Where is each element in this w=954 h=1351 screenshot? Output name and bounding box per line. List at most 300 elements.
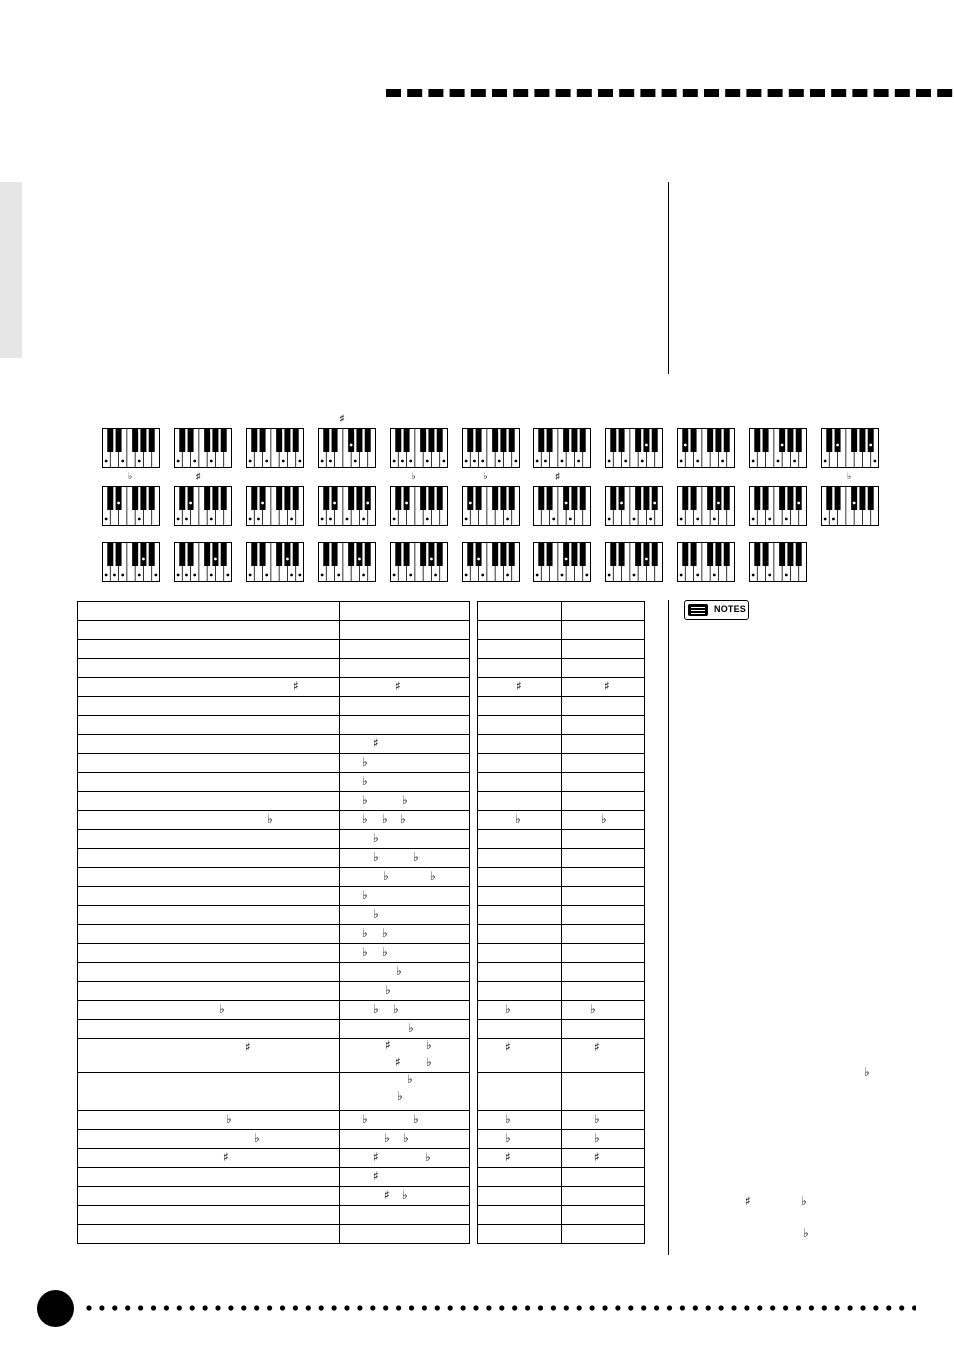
keyboard-diagram bbox=[174, 486, 232, 526]
chord-name-cell bbox=[78, 830, 340, 849]
white-key-dot bbox=[362, 518, 365, 521]
chord-notes-cell bbox=[340, 697, 470, 716]
black-key bbox=[420, 428, 426, 452]
keyboard-diagram bbox=[246, 542, 304, 582]
flat-symbol: ♭ bbox=[362, 755, 368, 769]
table-row bbox=[78, 1001, 470, 1020]
sharp-symbol: ♯ bbox=[516, 679, 522, 693]
example-cell bbox=[562, 982, 645, 1001]
black-key bbox=[395, 428, 401, 452]
black-key bbox=[428, 428, 434, 452]
white-key-dot bbox=[362, 574, 365, 577]
keyboard-accidental-label: ♯ bbox=[555, 471, 560, 481]
black-key bbox=[293, 542, 299, 566]
flat-symbol: ♭ bbox=[413, 850, 419, 864]
black-key bbox=[580, 486, 586, 510]
footer-dot bbox=[151, 1305, 156, 1310]
black-key bbox=[508, 486, 514, 510]
flat-symbol: ♭ bbox=[373, 1002, 379, 1016]
white-key-dot bbox=[649, 518, 652, 521]
example-cell bbox=[478, 830, 562, 849]
footer-dot bbox=[667, 1305, 672, 1310]
keyboard-diagram bbox=[102, 428, 160, 468]
table-row bbox=[478, 621, 645, 640]
example-cell bbox=[478, 1168, 562, 1187]
black-key bbox=[826, 486, 832, 510]
white-key-dot bbox=[713, 518, 716, 521]
black-key bbox=[707, 542, 713, 566]
black-key-dot bbox=[214, 558, 217, 561]
black-key bbox=[467, 542, 473, 566]
header-dash bbox=[492, 89, 507, 97]
black-key bbox=[547, 542, 553, 566]
header-dash bbox=[640, 89, 655, 97]
chord-notes-cell bbox=[340, 678, 470, 697]
black-key bbox=[564, 428, 570, 452]
header-dash bbox=[683, 89, 698, 97]
example-cell bbox=[562, 640, 645, 659]
chord-name-cell bbox=[78, 1073, 340, 1111]
keyboard-accidental-label: ♭ bbox=[847, 471, 852, 481]
header-dash bbox=[534, 89, 549, 97]
black-key bbox=[187, 486, 193, 510]
white-key-dot bbox=[625, 460, 628, 463]
example-cell bbox=[478, 982, 562, 1001]
black-key bbox=[364, 428, 370, 452]
example-cell bbox=[562, 621, 645, 640]
flat-symbol: ♭ bbox=[403, 1131, 409, 1145]
white-key-dot bbox=[608, 460, 611, 463]
chord-name-cell bbox=[78, 792, 340, 811]
black-key bbox=[788, 428, 794, 452]
black-key bbox=[754, 486, 760, 510]
chord-name-cell bbox=[78, 1020, 340, 1039]
table-row bbox=[78, 887, 470, 906]
flat-symbol: ♭ bbox=[362, 1112, 368, 1126]
black-key bbox=[187, 542, 193, 566]
notes-badge bbox=[684, 600, 749, 620]
header-dash bbox=[386, 89, 401, 97]
flat-symbol: ♭ bbox=[382, 945, 388, 959]
keyboard-diagram bbox=[749, 542, 807, 582]
keyboard-accidental-label: ♯ bbox=[195, 471, 201, 481]
black-key-dot bbox=[468, 502, 471, 505]
black-key bbox=[276, 428, 282, 452]
black-key bbox=[348, 486, 354, 510]
footer-dot bbox=[306, 1305, 311, 1310]
black-key-dot bbox=[684, 444, 687, 447]
footer-dot bbox=[512, 1305, 517, 1310]
footer-dot bbox=[706, 1305, 711, 1310]
keyboard-diagram bbox=[821, 428, 879, 468]
black-key bbox=[107, 486, 113, 510]
keyboard-diagram bbox=[174, 542, 232, 582]
chord-notes-cell bbox=[340, 944, 470, 963]
black-key-dot bbox=[565, 558, 568, 561]
white-key-dot bbox=[608, 574, 611, 577]
keyboard-diagram bbox=[533, 542, 591, 582]
sharp-symbol: ♯ bbox=[604, 679, 610, 693]
white-key-dot bbox=[290, 518, 293, 521]
header-dash bbox=[831, 89, 846, 97]
table-row bbox=[478, 887, 645, 906]
black-key bbox=[475, 428, 481, 452]
example-cell bbox=[478, 1225, 562, 1244]
black-key bbox=[221, 486, 227, 510]
header-dash bbox=[577, 89, 592, 97]
black-key bbox=[475, 486, 481, 510]
white-key-dot bbox=[569, 518, 572, 521]
black-key bbox=[635, 428, 641, 452]
white-key-dot bbox=[464, 460, 467, 463]
white-key-dot bbox=[105, 460, 108, 463]
black-key bbox=[635, 542, 641, 566]
notes-sharp-mark: ♯ bbox=[745, 1194, 751, 1208]
chord-name-cell bbox=[78, 640, 340, 659]
example-cell bbox=[562, 678, 645, 697]
flat-symbol: ♭ bbox=[267, 812, 273, 826]
black-key-dot bbox=[565, 502, 568, 505]
example-cell bbox=[478, 1039, 562, 1073]
black-key bbox=[187, 428, 193, 452]
header-dash bbox=[428, 89, 443, 97]
footer-dot bbox=[783, 1305, 788, 1310]
section-side-tab bbox=[0, 182, 22, 358]
flat-symbol: ♭ bbox=[505, 1131, 511, 1145]
table-row bbox=[78, 849, 470, 868]
footer-dot bbox=[228, 1305, 233, 1310]
example-cell bbox=[562, 735, 645, 754]
table-row bbox=[78, 640, 470, 659]
white-key-dot bbox=[210, 518, 213, 521]
black-key bbox=[331, 542, 337, 566]
black-key bbox=[611, 486, 617, 510]
black-key bbox=[149, 428, 155, 452]
header-dash bbox=[852, 89, 867, 97]
black-key bbox=[492, 428, 498, 452]
chord-notes-cell bbox=[340, 963, 470, 982]
example-cell bbox=[562, 944, 645, 963]
white-key-dot bbox=[832, 518, 835, 521]
white-key-dot bbox=[210, 460, 213, 463]
chord-name-cell bbox=[78, 678, 340, 697]
example-cell bbox=[478, 963, 562, 982]
black-key bbox=[212, 428, 218, 452]
table-row bbox=[78, 1111, 470, 1130]
black-key bbox=[259, 542, 265, 566]
chord-notes-cell bbox=[340, 811, 470, 830]
black-key bbox=[564, 542, 570, 566]
example-cell bbox=[562, 1206, 645, 1225]
black-key-dot bbox=[620, 502, 623, 505]
black-key bbox=[779, 542, 785, 566]
table-row bbox=[78, 1039, 470, 1073]
black-key bbox=[644, 428, 650, 452]
table-row bbox=[78, 811, 470, 830]
chord-name-cell bbox=[78, 963, 340, 982]
footer-dot bbox=[719, 1305, 724, 1310]
footer-dot bbox=[499, 1305, 504, 1310]
flat-symbol: ♭ bbox=[400, 812, 406, 826]
footer-dot bbox=[448, 1305, 453, 1310]
white-key-dot bbox=[193, 460, 196, 463]
black-key bbox=[724, 542, 730, 566]
example-cell bbox=[562, 792, 645, 811]
keyboard-diagram bbox=[318, 428, 376, 468]
example-cell bbox=[562, 887, 645, 906]
white-key-dot bbox=[392, 460, 395, 463]
footer-dot bbox=[280, 1305, 285, 1310]
white-key-dot bbox=[265, 574, 268, 577]
black-key bbox=[547, 428, 553, 452]
keyboard-diagram bbox=[390, 428, 448, 468]
white-key-dot bbox=[121, 574, 124, 577]
sharp-symbol: ♯ bbox=[373, 1169, 379, 1183]
black-key bbox=[364, 486, 370, 510]
white-key-dot bbox=[105, 574, 108, 577]
white-key-dot bbox=[481, 460, 484, 463]
footer-dot bbox=[912, 1305, 916, 1310]
white-key-dot bbox=[249, 460, 252, 463]
example-cell bbox=[562, 659, 645, 678]
notes-flat-mark: ♭ bbox=[864, 1065, 870, 1079]
black-key bbox=[116, 542, 122, 566]
footer-dot bbox=[267, 1305, 272, 1310]
table-row bbox=[478, 925, 645, 944]
table-row bbox=[478, 811, 645, 830]
chord-notes-cell bbox=[340, 849, 470, 868]
keyboard-accidental-label: ♭ bbox=[411, 471, 416, 481]
flat-symbol: ♭ bbox=[515, 812, 521, 826]
flat-symbol: ♭ bbox=[384, 1131, 390, 1145]
white-key-dot bbox=[329, 460, 332, 463]
black-key bbox=[859, 486, 865, 510]
white-key-dot bbox=[464, 518, 467, 521]
keyboard-diagram bbox=[318, 486, 376, 526]
table-row bbox=[478, 963, 645, 982]
white-key-dot bbox=[721, 460, 724, 463]
black-key bbox=[652, 428, 658, 452]
keyboard-diagram bbox=[677, 486, 735, 526]
white-key-dot bbox=[768, 518, 771, 521]
black-key bbox=[179, 428, 185, 452]
chord-name-cell bbox=[78, 906, 340, 925]
footer-dot bbox=[796, 1305, 801, 1310]
keyboard-diagram bbox=[102, 486, 160, 526]
white-key-dot bbox=[473, 460, 476, 463]
table-row bbox=[78, 1206, 470, 1225]
footer-dot bbox=[873, 1305, 878, 1310]
footer-dot bbox=[564, 1305, 569, 1310]
footer-dot bbox=[680, 1305, 685, 1310]
chord-notes-cell bbox=[340, 887, 470, 906]
white-key-dot bbox=[320, 518, 323, 521]
black-key bbox=[788, 486, 794, 510]
black-key bbox=[754, 542, 760, 566]
white-key-dot bbox=[633, 518, 636, 521]
footer-dot bbox=[370, 1305, 375, 1310]
black-key bbox=[132, 486, 138, 510]
flat-symbol: ♭ bbox=[373, 850, 379, 864]
flat-symbol: ♭ bbox=[373, 907, 379, 921]
chord-name-cell bbox=[78, 944, 340, 963]
flat-symbol: ♭ bbox=[393, 1002, 399, 1016]
example-cell bbox=[478, 887, 562, 906]
black-key-dot bbox=[477, 558, 480, 561]
black-key bbox=[132, 428, 138, 452]
black-key bbox=[682, 486, 688, 510]
table-row bbox=[478, 1168, 645, 1187]
white-key-dot bbox=[824, 518, 827, 521]
white-key-dot bbox=[337, 574, 340, 577]
example-cell bbox=[478, 1130, 562, 1149]
table-row bbox=[478, 735, 645, 754]
black-key-dot bbox=[781, 444, 784, 447]
chord-name-cell bbox=[78, 1225, 340, 1244]
example-cell bbox=[562, 1168, 645, 1187]
white-key-dot bbox=[873, 460, 876, 463]
chord-name-cell bbox=[78, 811, 340, 830]
black-key bbox=[403, 428, 409, 452]
table-row bbox=[478, 1149, 645, 1168]
footer-dot bbox=[254, 1305, 259, 1310]
keyboard-diagram bbox=[605, 542, 663, 582]
footer-dot bbox=[731, 1305, 736, 1310]
footer-dot bbox=[164, 1305, 169, 1310]
example-cell bbox=[562, 849, 645, 868]
flat-symbol: ♭ bbox=[383, 869, 389, 883]
flat-symbol: ♭ bbox=[226, 1112, 232, 1126]
header-dash bbox=[937, 89, 952, 97]
black-key bbox=[611, 428, 617, 452]
white-key-dot bbox=[578, 460, 581, 463]
black-key bbox=[500, 428, 506, 452]
sharp-symbol: ♯ bbox=[395, 679, 401, 693]
example-cell bbox=[478, 811, 562, 830]
table-row bbox=[478, 697, 645, 716]
table-row bbox=[478, 1206, 645, 1225]
keyboard-diagram bbox=[246, 428, 304, 468]
flat-symbol: ♭ bbox=[402, 1188, 408, 1202]
black-key bbox=[724, 428, 730, 452]
black-key-dot bbox=[286, 558, 289, 561]
table-row bbox=[478, 754, 645, 773]
black-key bbox=[868, 486, 874, 510]
table-row bbox=[478, 1039, 645, 1073]
black-key bbox=[204, 428, 210, 452]
white-key-dot bbox=[210, 574, 213, 577]
black-key bbox=[475, 542, 481, 566]
black-key bbox=[356, 542, 362, 566]
black-key bbox=[395, 486, 401, 510]
white-key-dot bbox=[354, 460, 357, 463]
chord-name-cell bbox=[78, 754, 340, 773]
black-key bbox=[779, 428, 785, 452]
header-dash bbox=[598, 89, 613, 97]
black-key bbox=[284, 486, 290, 510]
chord-name-cell bbox=[78, 849, 340, 868]
table-row bbox=[78, 773, 470, 792]
chord-notes-cell bbox=[340, 1001, 470, 1020]
sharp-symbol: ♯ bbox=[293, 679, 299, 693]
notes-flat-mark: ♭ bbox=[801, 1194, 807, 1208]
notes-icon bbox=[688, 604, 708, 616]
flat-symbol: ♭ bbox=[594, 1131, 600, 1145]
footer-dot bbox=[538, 1305, 543, 1310]
table-row bbox=[478, 640, 645, 659]
white-key-dot bbox=[752, 574, 755, 577]
black-key-dot bbox=[349, 444, 352, 447]
table-row bbox=[478, 1225, 645, 1244]
white-key-dot bbox=[697, 518, 700, 521]
keyboard-diagram bbox=[462, 428, 520, 468]
chord-notes-cell bbox=[340, 1187, 470, 1206]
footer-dot bbox=[615, 1305, 620, 1310]
flat-symbol: ♭ bbox=[505, 1112, 511, 1126]
header-dash bbox=[746, 89, 761, 97]
black-key bbox=[259, 486, 265, 510]
footer-dot bbox=[641, 1305, 646, 1310]
white-key-dot bbox=[105, 518, 108, 521]
chord-notes-cell bbox=[340, 1225, 470, 1244]
white-key-dot bbox=[401, 460, 404, 463]
black-key bbox=[835, 486, 841, 510]
black-key bbox=[221, 428, 227, 452]
example-cell bbox=[478, 735, 562, 754]
table-row bbox=[78, 602, 470, 621]
table-row bbox=[478, 906, 645, 925]
chord-name-cell bbox=[78, 1149, 340, 1168]
black-key bbox=[403, 542, 409, 566]
white-key-dot bbox=[193, 574, 196, 577]
black-key bbox=[403, 486, 409, 510]
flat-symbol: ♭ bbox=[362, 812, 368, 826]
footer-dot bbox=[357, 1305, 362, 1310]
white-key-dot bbox=[536, 460, 539, 463]
black-key bbox=[500, 542, 506, 566]
flat-symbol: ♭ bbox=[402, 793, 408, 807]
white-key-dot bbox=[257, 518, 260, 521]
example-cell bbox=[562, 830, 645, 849]
footer-dot bbox=[203, 1305, 208, 1310]
flat-symbol: ♭ bbox=[425, 1150, 431, 1164]
white-key-dot bbox=[121, 460, 124, 463]
footer-dotted-rule bbox=[86, 1303, 916, 1313]
chord-table-names bbox=[77, 601, 470, 1244]
chord-name-cell bbox=[78, 621, 340, 640]
white-key-dot bbox=[768, 574, 771, 577]
white-key-dot bbox=[553, 518, 556, 521]
footer-dot bbox=[486, 1305, 491, 1310]
chord-name-cell bbox=[78, 1039, 340, 1073]
chord-name-cell bbox=[78, 1187, 340, 1206]
white-key-dot bbox=[249, 574, 252, 577]
flat-symbol: ♭ bbox=[219, 1002, 225, 1016]
black-key bbox=[436, 486, 442, 510]
footer-dot bbox=[744, 1305, 749, 1310]
black-key bbox=[179, 486, 185, 510]
example-cell bbox=[478, 659, 562, 678]
black-key bbox=[331, 486, 337, 510]
white-key-dot bbox=[586, 574, 589, 577]
black-key bbox=[796, 486, 802, 510]
flat-symbol: ♭ bbox=[362, 793, 368, 807]
black-key-dot bbox=[333, 502, 336, 505]
example-cell bbox=[478, 773, 562, 792]
black-key-dot bbox=[645, 444, 648, 447]
table-row bbox=[78, 963, 470, 982]
example-cell bbox=[562, 602, 645, 621]
